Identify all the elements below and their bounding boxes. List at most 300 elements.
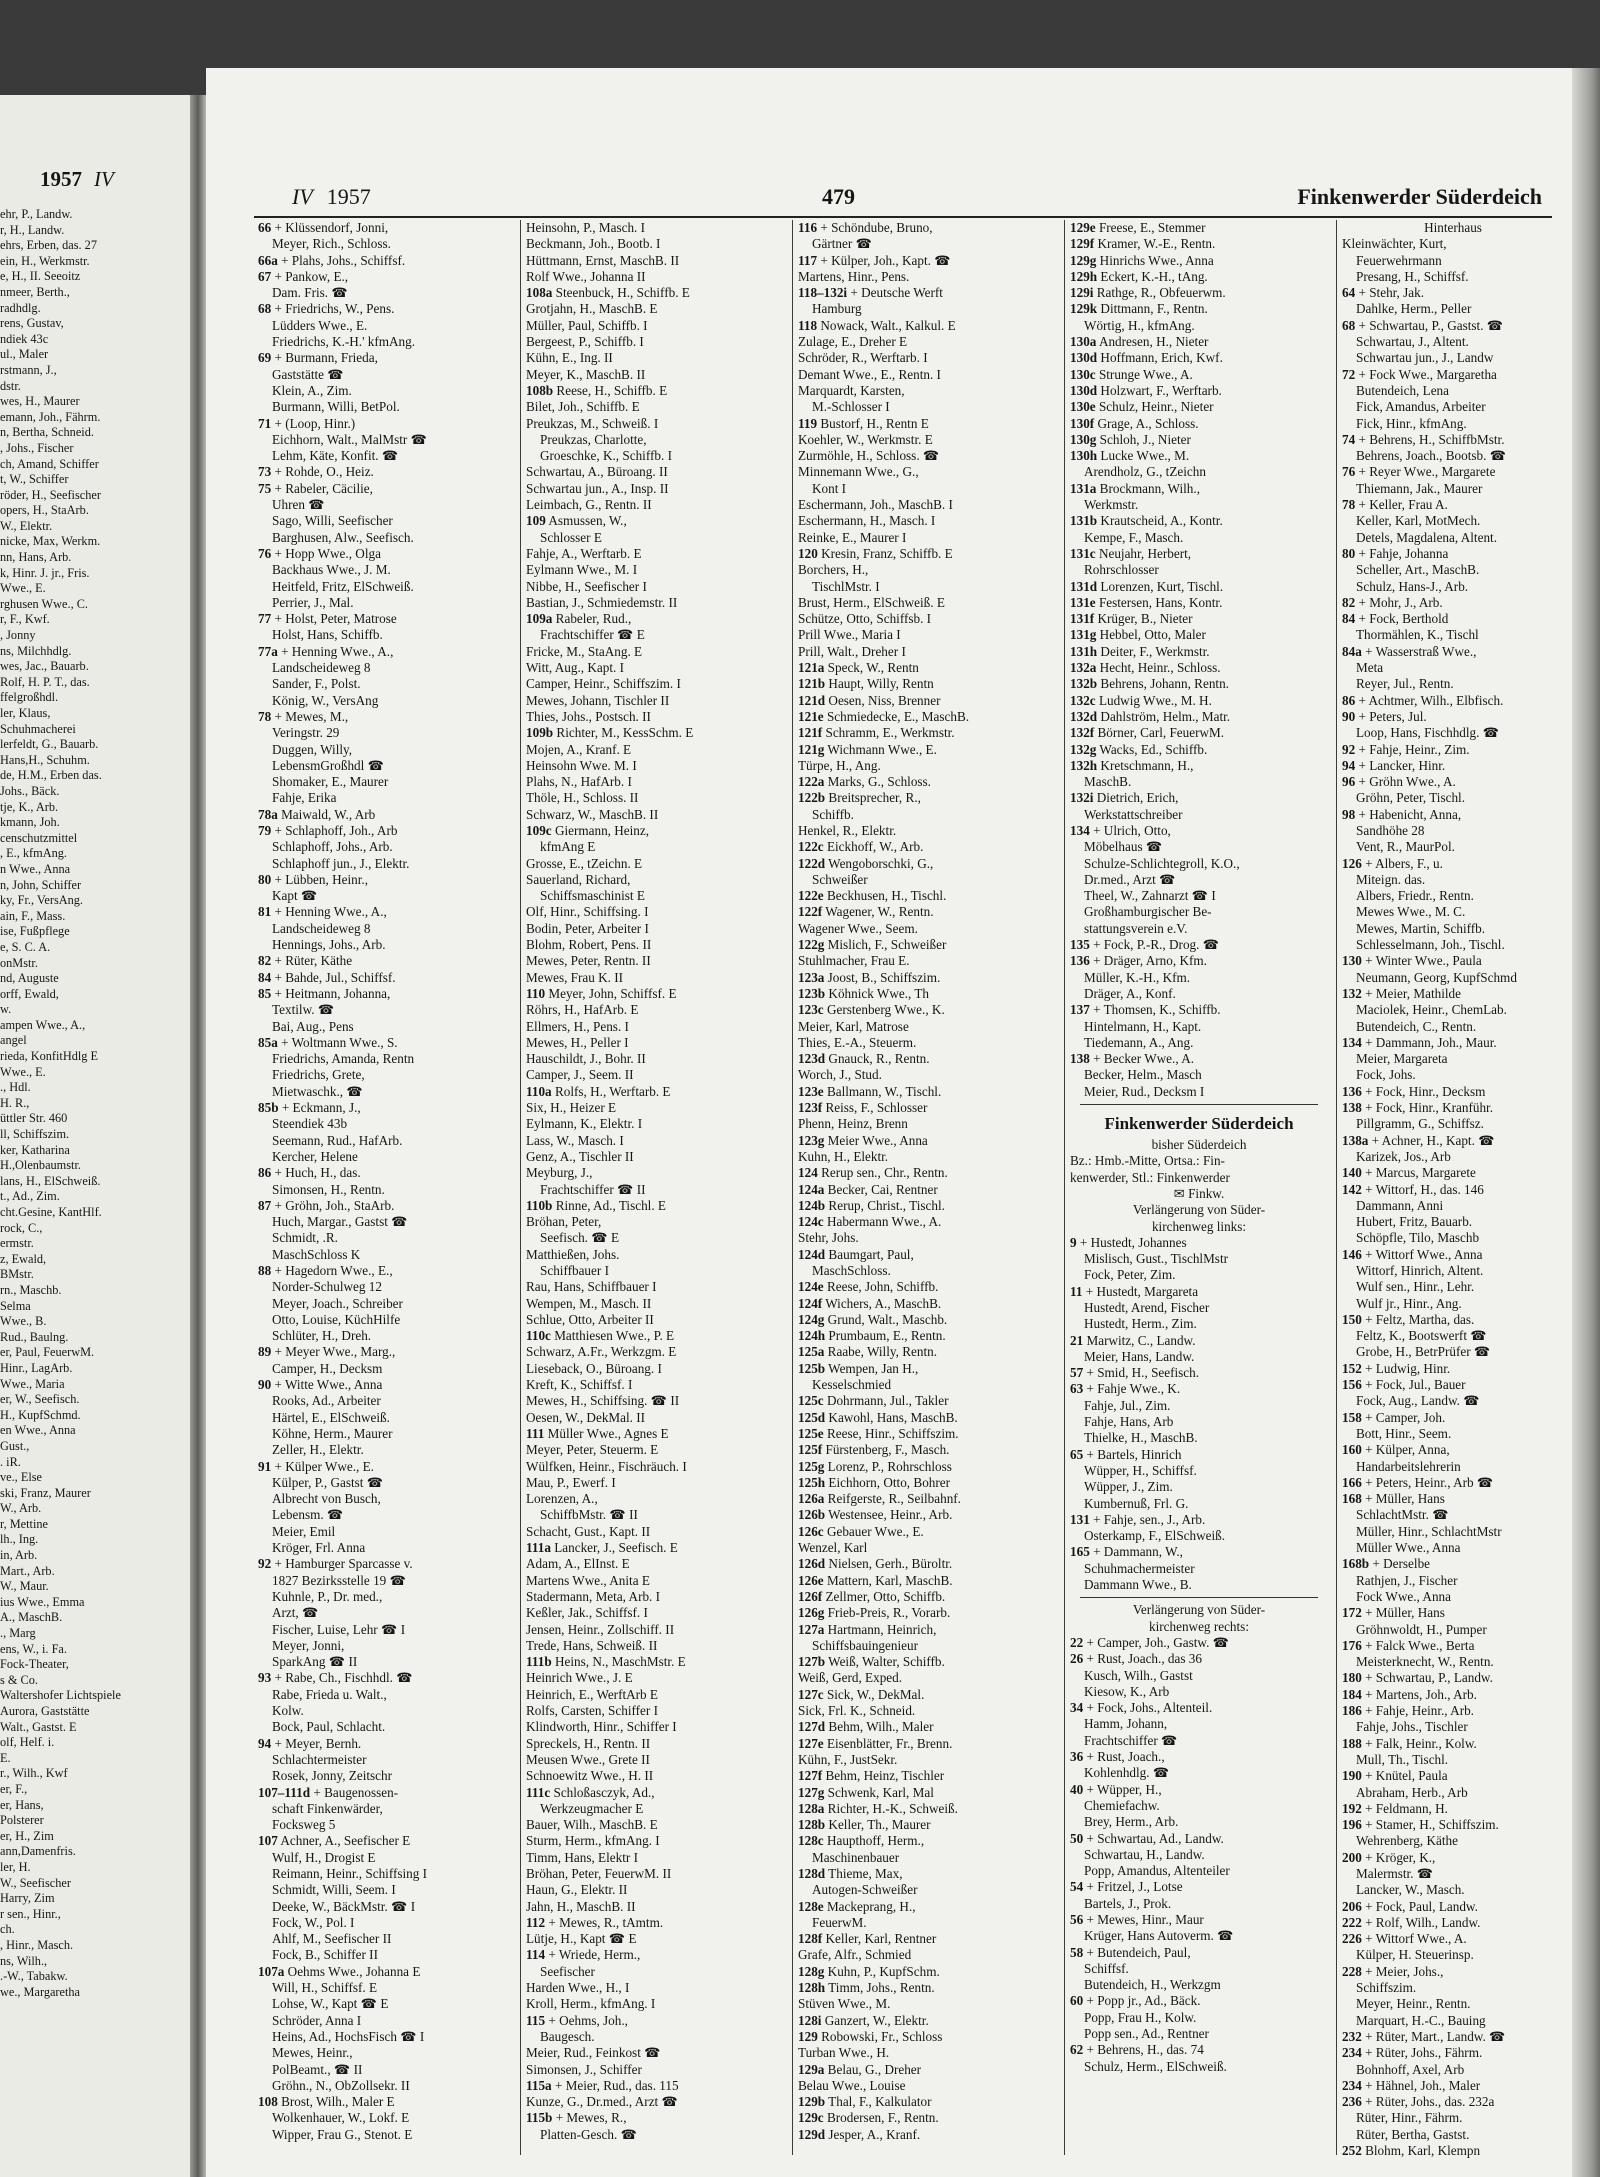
house-entry: Mewes, H., Peller I [526,1034,629,1050]
column-separator [1064,220,1065,2155]
house-entry: Kreft, K., Schiffsf. I [526,1377,633,1393]
left-page-entry: t, W., Schiffer [0,472,69,487]
house-entry: Meier, Karl, Matrose [798,1018,909,1034]
resident-entry: Härtel, E., ElSchweiß. [272,1409,390,1425]
house-entry: 131f Krüger, B., Nieter [1070,611,1193,627]
house-entry: 112 + Mewes, R., tAmtm. [526,1914,664,1930]
resident-entry: Dahlke, Herm., Peller [1356,301,1472,317]
house-entry: 118–132i + Deutsche Werft [798,285,943,301]
house-entry: 228 + Meier, Johs., [1342,1963,1444,1979]
house-number: 115b [526,2110,553,2126]
house-entry: 124d Baumgart, Paul, [798,1246,914,1262]
house-entry: 86 + Achtmer, Wilh., Elbfisch. [1342,692,1504,708]
house-number: 81 [258,904,272,920]
left-page-entry: ch. [0,1922,15,1937]
resident-entry: Müller Wwe., Anna [1356,1540,1461,1556]
resident-entry: Wulf, H., Drogist E [272,1849,376,1865]
house-number: 109 [526,513,546,529]
left-page-entry: . iR. [0,1454,21,1469]
house-entry: Martens, Hinr., Pens. [798,268,910,284]
house-entry: 131h Deiter, F., Werkmstr. [1070,643,1210,659]
house-entry: Grosse, E., tZeichn. E [526,855,643,871]
house-number: 222 [1342,1914,1362,1930]
house-entry: Worch, J., Stud. [798,1067,882,1083]
house-number: 110c [526,1328,551,1344]
house-number: 58 [1070,1944,1084,1960]
house-entry: Martens Wwe., Anita E [526,1572,650,1588]
resident-entry: Werkstattschreiber [1084,806,1183,822]
house-entry: 128d Thieme, Max, [798,1865,903,1881]
house-number: 131c [1070,545,1096,561]
left-page-entry: Hans,H., Schuhm. [0,752,90,767]
resident-entry: Gärtner ☎ [812,236,872,252]
left-page-entry: , E., kfmAng. [0,846,67,861]
house-entry: Ellmers, H., Pens. I [526,1018,629,1034]
house-entry: 132i Dietrich, Erich, [1070,790,1179,806]
resident-entry: Schmidt, .R. [272,1230,338,1246]
house-number: 234 [1342,2045,1362,2061]
resident-entry: Mewes, Heinr., [272,2045,353,2061]
house-number: 96 [1342,774,1356,790]
resident-entry: Marquart, H.-C., Bauing [1356,2012,1486,2028]
resident-entry: Arendholz, G., tZeichn [1084,464,1206,480]
house-entry: 107 Achner, A., Seefischer E [258,1833,411,1849]
house-entry: Türpe, H., Ang. [798,757,881,773]
house-entry: 131b Krautscheid, A., Kontr. [1070,513,1223,529]
house-entry: 234 + Hähnel, Joh., Maler [1342,2077,1481,2093]
left-page-entry: cht.Gesine, KantHlf. [0,1205,102,1219]
resident-entry: PolBeamt., ☎ II [272,2061,363,2077]
house-entry: 132b Behrens, Johann, Rentn. [1070,676,1229,692]
house-number: 117 [798,252,818,268]
house-entry: 67 + Pankow, E., [258,268,349,284]
resident-entry: Werkzeugmacher E [540,1800,644,1816]
house-entry: 90 + Witte Wwe., Anna [258,1377,383,1393]
resident-entry: Kumbernuß, Frl. G. [1084,1495,1189,1511]
house-entry: Lieseback, O., Büroang. I [526,1360,662,1376]
house-number: 166 [1342,1474,1362,1490]
section-note: Verlängerung von Süder- [1132,1202,1266,1218]
left-page-entry: e, H., II. Seeoitz [0,269,81,284]
house-entry: 34 + Fock, Johs., Altenteil. [1070,1700,1213,1716]
resident-entry: Kuhnle, P., Dr. med., [272,1588,383,1604]
house-entry: 69 + Burmann, Frieda, [258,350,378,366]
house-entry: Zulage, E., Dreher E [798,334,908,350]
house-number: 124h [798,1328,826,1344]
resident-entry: Wittorf, Hinrich, Altent. [1356,1263,1484,1278]
house-number: 85a [258,1034,278,1050]
left-page-entry: in, Arb. [0,1548,38,1563]
house-entry: Mewes, Peter, Rentn. II [526,953,651,969]
left-page-entry: Polsterer [0,1813,44,1828]
left-page-entry: we., Margaretha [0,1984,81,1999]
house-number: 94 [1342,757,1356,773]
resident-entry: Dräger, A., Konf. [1084,985,1176,1001]
house-entry: 134 + Ulrich, Otto, [1070,822,1171,838]
house-number: 132a [1070,660,1097,676]
house-number: 108b [526,382,554,398]
resident-entry: Heins, Ad., HochsFisch ☎ I [272,2028,425,2044]
left-page-entry: Wwe., E. [0,1064,46,1079]
house-entry: 130h Lucke Wwe., M. [1070,448,1190,464]
resident-entry: Meier, Emil [272,1523,336,1539]
house-number: 132h [1070,757,1098,773]
house-entry: Preukzas, M., Schweiß. I [526,415,659,431]
left-page-entry: BMstr. [0,1267,34,1282]
resident-entry: König, W., VersAng [272,692,379,708]
house-entry: 110a Rolfs, H., Werftarb. E [526,1083,671,1099]
house-number: 130e [1070,399,1096,415]
house-entry: 168 + Müller, Hans [1342,1491,1445,1507]
resident-entry: Osterkamp, F., ElSchweiß. [1084,1528,1226,1544]
house-entry: 94 + Meyer, Bernh. [258,1735,362,1751]
house-entry: 68 + Schwartau, P., Gastst. ☎ [1342,317,1504,333]
resident-entry: Müller, Hinr., SchlachtMstr [1356,1523,1502,1539]
left-page-entry: ler, H. [0,1859,31,1874]
resident-entry: Bott, Hinr., Seem. [1356,1425,1452,1441]
house-number: 122c [798,839,824,855]
resident-entry: Popp, Amandus, Altenteiler [1084,1863,1230,1879]
house-number: 128h [798,1980,826,1996]
resident-entry: Möbelhaus ☎ [1084,839,1163,855]
resident-entry: Scheller, Art., MaschB. [1356,562,1480,578]
resident-entry: Huch, Margar., Gastst ☎ [272,1214,408,1230]
left-page-volume: IV [94,167,114,191]
house-entry: 130c Strunge Wwe., A. [1070,366,1193,382]
house-number: 228 [1342,1963,1362,1979]
house-entry: Grotjahn, H., MaschB. E [526,301,658,317]
house-entry: 78a Maiwald, W., Arb [258,806,376,822]
house-entry: 84 + Bahde, Jul., Schiffsf. [258,969,396,985]
resident-entry: Schiffsf. [1084,1960,1129,1976]
house-entry: 89 + Meyer Wwe., Marg., [258,1344,396,1360]
left-page-entry: w. [0,1002,12,1017]
house-number: 131e [1070,594,1096,610]
resident-entry: Wehrenberg, Käthe [1356,1833,1458,1849]
house-number: 128a [798,1800,825,1816]
house-entry: Bröhan, Peter, [526,1214,602,1230]
left-page-entry: Mart., Arb. [0,1563,55,1578]
left-page-entry: rghusen Wwe., C. [0,596,89,611]
house-entry: 111 Müller Wwe., Agnes E [526,1425,669,1441]
house-number: 123c [798,1002,824,1018]
resident-entry: Schulz, Herm., ElSchweiß. [1084,2058,1227,2074]
house-number: 57 [1070,1365,1084,1381]
house-number: 65 [1070,1446,1084,1462]
house-entry: Olf, Hinr., Schiffsing. I [526,904,649,920]
house-entry: 138 + Becker Wwe., A. [1070,1051,1195,1067]
house-entry: Kleinwächter, Kurt, [1342,236,1447,252]
house-number: 126e [798,1572,824,1588]
house-number: 91 [258,1458,272,1474]
resident-entry: kfmAng E [540,839,596,855]
house-entry: 129k Dittmann, F., Rentn. [1070,301,1208,317]
house-entry: 88 + Hagedorn Wwe., E., [258,1263,393,1278]
resident-entry: FeuerwM. [812,1914,867,1930]
house-entry: 77a + Henning Wwe., A., [258,643,394,659]
house-number: 68 [258,301,272,317]
house-entry: Sick, Frl. K., Schneid. [798,1703,916,1719]
house-entry: 64 + Stehr, Jak. [1342,285,1424,301]
resident-entry: Großhamburgischer Be- [1084,904,1212,920]
house-entry: 122g Mislich, F., Schweißer [798,937,947,953]
house-entry: Sauerland, Richard, [526,871,631,887]
resident-entry: Popp, Frau H., Kolw. [1084,2009,1197,2025]
house-entry: 129h Eckert, K.-H., tAng. [1070,268,1208,284]
house-entry: 131c Neujahr, Herbert, [1070,545,1192,561]
house-number: 128g [798,1963,825,1979]
resident-entry: Rüter, Bertha, Gastst. [1356,2126,1470,2142]
house-entry: Phenn, Heinz, Brenn [798,1116,908,1132]
house-entry: 138 + Fock, Hinr., Kranführ. [1342,1100,1494,1116]
house-number: 168b [1342,1556,1370,1572]
house-number: 9 [1070,1234,1077,1250]
house-entry: Bröhan, Peter, FeuerwM. II [526,1865,672,1881]
house-entry: 126c Gebauer Wwe., E. [798,1523,924,1539]
resident-entry: Tiedemann, A., Ang. [1084,1034,1194,1050]
house-entry: 76 + Hopp Wwe., Olga [258,545,381,561]
house-entry: 63 + Fahje Wwe., K. [1070,1381,1181,1397]
house-entry: 236 + Rüter, Johs., das. 232a [1342,2094,1495,2110]
house-number: 79 [258,822,272,838]
house-entry: 129e Freese, E., Stemmer [1070,220,1206,235]
house-entry: 87 + Gröhn, Joh., StaArb. [258,1197,395,1213]
house-number: 129k [1070,301,1098,317]
house-entry: 92 + Hamburger Sparcasse v. [258,1556,413,1572]
resident-entry: Sandhöhe 28 [1356,822,1425,838]
house-entry: 158 + Camper, Joh. [1342,1409,1446,1425]
house-entry: 86 + Huch, H., das. [258,1165,361,1181]
house-entry: Eschermann, H., Masch. I [798,513,936,529]
house-number: 108 [258,2094,278,2110]
house-number: 127b [798,1654,826,1670]
house-number: 110 [526,985,546,1001]
left-page-entry: e, S. C. A. [0,939,51,954]
resident-entry: Eichhorn, Walt., MalMstr ☎ [272,431,428,447]
house-entry: 124b Rerup, Christ., Tischl. [798,1197,945,1213]
house-number: 11 [1070,1283,1083,1299]
column-separator [1336,220,1337,2155]
house-number: 132f [1070,725,1095,741]
house-entry: 126b Westensee, Heinr., Arb. [798,1507,953,1523]
resident-entry: Lüdders Wwe., E. [272,317,368,333]
house-entry: 115b + Mewes, R., [526,2110,627,2126]
house-entry: 150 + Feltz, Martha, das. [1342,1311,1475,1327]
house-number: 111a [526,1540,551,1556]
left-page-entry: n Wwe., Anna [0,861,71,876]
left-page-entry: Walt., Gastst. E [0,1719,77,1734]
house-entry: Bz.: Hmb.-Mitte, Ortsa.: Fin- [1070,1153,1225,1169]
house-entry: Brust, Herm., ElSchweiß. E [798,594,945,610]
left-page-entry: Harry, Zim [0,1891,55,1906]
house-entry: 74 + Behrens, H., SchiffbMstr. [1342,431,1505,447]
house-number: 186 [1342,1703,1362,1719]
house-entry: 111c Schloßasczyk, Ad., [526,1784,655,1800]
house-entry: Thies, E.-A., Steuerm. [798,1034,917,1050]
resident-entry: Miteign. das. [1356,871,1426,887]
house-entry: 192 + Feldmann, H. [1342,1800,1448,1816]
house-number: 82 [258,953,272,969]
house-number: 200 [1342,1849,1362,1865]
house-entry: 118 Nowack, Walt., Kalkul. E [798,317,956,333]
resident-entry: Butendeich, H., Werkzgm [1084,1977,1221,1993]
house-number: 165 [1070,1544,1090,1560]
left-page-entry: Rud., Baulng. [0,1329,69,1344]
resident-entry: Gröhnwoldt, H., Pumper [1356,1621,1487,1637]
house-number: 84 [258,969,272,985]
house-entry: Schacht, Gust., Kapt. II [526,1523,651,1539]
resident-entry: Schwartau, H., Landw. [1084,1846,1205,1862]
resident-entry: Backhaus Wwe., J. M. [272,562,391,578]
house-number: 130f [1070,415,1095,431]
resident-entry: Wulf sen., Hinr., Lehr. [1356,1279,1475,1295]
left-page-entry: er, W., Seefisch. [0,1392,80,1407]
house-number: 131a [1070,480,1097,496]
house-entry: 110c Matthiesen Wwe., P. E [526,1328,675,1344]
house-number: 76 [258,545,272,561]
left-page-entry: W., Seefischer [0,1875,71,1890]
house-entry: Wülfken, Heinr., Fischräuch. I [526,1458,687,1474]
house-entry: Meyburg, J., [526,1165,593,1181]
house-entry: 131g Hebbel, Otto, Maler [1070,627,1206,643]
resident-entry: Seefischer [540,1963,595,1979]
left-page-entry: er, Paul, FeuerwM. [0,1345,95,1360]
house-entry: 176 + Falck Wwe., Berta [1342,1637,1475,1653]
house-number: 108a [526,285,553,301]
left-page-entry: t., Ad., Zim. [0,1189,60,1204]
left-page-entry: , Johs., Fischer [0,440,74,455]
resident-entry: Neumann, Georg, KupfSchmd [1356,969,1517,985]
house-number: 138 [1070,1051,1090,1067]
resident-entry: Duggen, Willy, [272,741,353,757]
resident-entry: MaschSchloss. [812,1263,891,1278]
house-entry: 110b Rinne, Ad., Tischl. E [526,1197,666,1213]
house-number: 125e [798,1425,824,1441]
house-number: 116 [798,220,818,235]
house-entry: Jahn, H., MaschB. II [526,1898,636,1914]
house-entry: 60 + Popp jr., Ad., Bäck. [1070,1993,1201,2009]
house-number: 80 [258,871,272,887]
house-number: 93 [258,1670,272,1686]
house-entry: 114 + Wriede, Herm., [526,1947,641,1963]
house-entry: 82 + Mohr, J., Arb. [1342,594,1443,610]
house-entry: 123f Reiss, F., Schlosser [798,1100,928,1116]
house-entry: Röhrs, H., HafArb. E [526,1002,639,1018]
resident-entry: Groeschke, K., Schiffb. I [540,448,672,464]
house-number: 132 [1342,985,1362,1001]
house-entry: 252 Blohm, Karl, Klempn [1342,2143,1481,2159]
house-entry: 58 + Butendeich, Paul, [1070,1944,1191,1960]
left-page-entry: censchutzmittel [0,830,78,845]
house-entry: 125d Kawohl, Hans, MaschB. [798,1409,958,1425]
resident-entry: Mietwaschk., ☎ [272,1083,363,1099]
resident-entry: Krüger, Hans Autoverm. ☎ [1084,1928,1234,1944]
house-number: 56 [1070,1911,1084,1927]
left-page-entry: ampen Wwe., A., [0,1017,86,1032]
directory-column-3 [798,220,1056,2160]
house-number: 120 [798,545,818,561]
house-entry: 166 + Peters, Heinr., Arb ☎ [1342,1474,1494,1490]
house-entry: 122e Beckhusen, H., Tischl. [798,888,947,904]
house-number: 111c [526,1784,551,1800]
header-rule [254,216,1552,218]
house-entry: 125a Raabe, Willy, Rentn. [798,1344,938,1360]
house-entry: Matthießen, Johs. [526,1246,620,1262]
house-number: 118–132i [798,285,848,301]
house-entry: 132d Dahlström, Helm., Matr. [1070,708,1231,724]
left-page [0,95,190,2177]
house-entry: 21 Marwitz, C., Landw. [1070,1332,1196,1348]
left-page-entry: tje, K., Arb. [0,799,59,814]
resident-entry: Hamburg [812,301,862,317]
house-entry: 165 + Dammann, W., [1070,1544,1183,1560]
resident-entry: Müller, K.-H., Kfm. [1084,969,1191,985]
house-entry: 124c Habermann Wwe., A. [798,1214,942,1230]
house-entry: Stüven Wwe., M. [798,1996,891,2012]
left-page-year: 1957 [40,167,82,191]
house-entry: 11 + Hustedt, Margareta [1070,1283,1199,1299]
resident-entry: Külper, P., Gastst ☎ [272,1474,384,1490]
left-page-entry: H.,Olenbaumstr. [0,1158,81,1173]
left-page-entry: Aurora, Gaststätte [0,1704,90,1718]
resident-entry: TischlMstr. I [812,578,880,594]
house-number: 112 [526,1914,546,1930]
house-number: 22 [1070,1634,1084,1650]
house-entry: Haun, G., Elektr. II [526,1882,628,1898]
resident-entry: Kusch, Wilh., Gastst [1084,1667,1193,1683]
resident-entry: Gaststätte ☎ [272,366,344,382]
resident-entry: Steendiek 43b [272,1116,348,1132]
house-number: 85b [258,1100,279,1116]
left-page-entry: r, Mettine [0,1516,48,1531]
left-page-entry: ens, W., i. Fa. [0,1641,67,1656]
resident-entry: Fahje, Jul., Zim. [1084,1397,1171,1413]
resident-entry: Rüter, Hinr., Fährm. [1356,2110,1463,2126]
house-entry: 119 Bustorf, H., Rentn E [798,415,929,431]
house-entry: 127d Behm, Wilh., Maler [798,1719,934,1735]
house-number: 107a [258,1963,285,1979]
resident-entry: Dammann Wwe., B. [1084,1577,1192,1593]
house-entry: 168b + Derselbe [1342,1556,1431,1572]
house-entry: 22 + Camper, Joh., Gastw. ☎ [1070,1634,1230,1650]
house-number: 128b [798,1817,826,1833]
house-number: 176 [1342,1637,1362,1653]
house-number: 129b [798,2094,826,2110]
house-entry: Borchers, H., [798,562,869,578]
left-page-entry: , Jonny [0,628,36,643]
page-header [206,176,1600,216]
house-entry: 122f Wagener, W., Rentn. [798,904,934,920]
resident-entry: Schulz, Hans-J., Arb. [1356,578,1469,594]
resident-entry: Meisterknecht, W., Rentn. [1356,1654,1494,1670]
resident-entry: Handarbeitslehrerin [1356,1458,1461,1474]
house-entry: Mojen, A., Kranf. E [526,741,632,757]
house-entry: Schütze, Otto, Schiffsb. I [798,611,932,627]
left-page-entry: er, Hans, [0,1797,44,1812]
house-entry: 84a + Wasserstraß Wwe., [1342,643,1477,659]
left-page-entry: ffelgroßhdl. [0,690,59,705]
left-page-entry: Hinr., LagArb. [0,1360,73,1375]
resident-entry: Seemann, Rud., HafArb. [272,1132,403,1148]
left-page-entry: wes, H., Maurer [0,394,80,409]
house-entry: Demant Wwe., E., Rentn. I [798,366,941,382]
resident-entry: Schlaphoff, Johs., Arb. [272,839,393,855]
house-number: 88 [258,1263,272,1278]
house-number: 126a [798,1491,825,1507]
house-entry: 66 + Klüssendorf, Jonni, [258,220,389,235]
resident-entry: Presang, H., Schiffsf. [1356,268,1469,284]
house-entry: 124g Grund, Walt., Maschb. [798,1311,948,1327]
